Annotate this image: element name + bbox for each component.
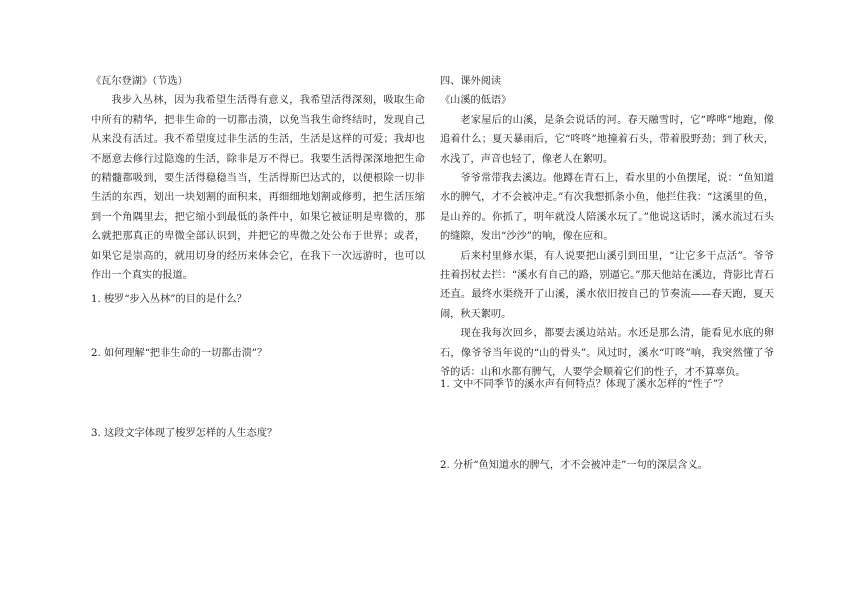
stream-paragraph-4: 现在我每次回乡，都要去溪边站站。水还是那么清，能看见水底的卵石，像爷爷当年说的“山的骨头”。风过时，溪水“叮咚”响，我突然懂了爷爷的话：山和水都有脾气，人要学会顺着它们的性子，才不算辜负。	[440, 328, 774, 379]
answer-space-1-right[interactable]	[440, 397, 774, 452]
answer-space-1-left[interactable]	[91, 312, 425, 340]
section-heading: 四、课外阅读	[440, 76, 502, 87]
answer-space-2-right[interactable]	[440, 478, 774, 568]
answer-space-2-left[interactable]	[91, 366, 425, 420]
answer-space-3-left[interactable]	[91, 446, 425, 566]
stream-paragraph-2: 爷爷常带我去溪边。他蹲在青石上，看水里的小鱼摆尾，说：“鱼知道水的脾气，才不会被冲走。”有次我想抓条小鱼，他拦住我：“这溪里的鱼，是山养的。你抓了，明年就没人陪溪水玩了。”他说这话时，溪水流过石头的缝隙，发出“沙沙”的响，像在应和。	[440, 173, 774, 243]
question-2-left: 2. 如何理解“把非生命的一切都击溃”？	[91, 348, 268, 359]
stream-paragraph-1: 老家屋后的山溪，是条会说话的河。春天融雪时，它“哗哗”地跑，像追着什么；夏天暴雨后，它“咚咚”地撞着石头，带着股野劲；到了秋天，水浅了，声音也轻了，像老人在絮叨。	[440, 114, 774, 165]
question-1-left: 1. 梭罗“步入丛林”的目的是什么？	[91, 294, 247, 305]
passage-title-walden: 《瓦尔登湖》（节选）	[91, 76, 188, 87]
right-column	[440, 72, 774, 383]
left-column	[91, 72, 425, 285]
question-1-right: 1. 文中不同季节的溪水声有何特点？体现了溪水怎样的“性子”？	[440, 379, 729, 390]
walden-paragraph: 我步入丛林，因为我希望生活得有意义，我希望活得深刻，吸取生命中所有的精华，把非生命的一切都击溃，以免当我生命终结时，发现自己从来没有活过。我不希望度过非生活的生活，生活是这样的可爱；我却也不愿意去修行过隐逸的生活，除非是万不得已。我要生活得深深地把生命的精髓都吸到，要生活得稳稳当当，生活得斯巴达式的，以便根除一切非生活的东西，划出一块划割的面积来，再细细地划割或修剪，把生活压缩到一个角隅里去，把它缩小到最低的条件中，如果它被证明是卑微的，那么就把那真正的卑微全部认识到，并把它的卑微之处公布于世界；或者，如果它是崇高的，就用切身的经历来体会它，在我下一次远游时，也可以作出一个真实的报道。	[91, 95, 425, 282]
question-3-left: 3. 这段文字体现了梭罗怎样的人生态度？	[91, 428, 278, 439]
question-2-right: 2. 分析“鱼知道水的脾气，才不会被冲走”一句的深层含义。	[440, 460, 708, 471]
stream-paragraph-3: 后来村里修水渠，有人说要把山溪引到田里，“让它多干点活”。爷爷拄着拐杖去拦：“溪水有自己的路，别逼它。”那天他站在溪边，背影比青石还直。最终水渠绕开了山溪，溪水依旧按自己的节奏流——春天跑，夏天闹，秋天絮叨。	[440, 250, 774, 320]
passage-title-stream: 《山溪的低语》	[440, 95, 512, 107]
